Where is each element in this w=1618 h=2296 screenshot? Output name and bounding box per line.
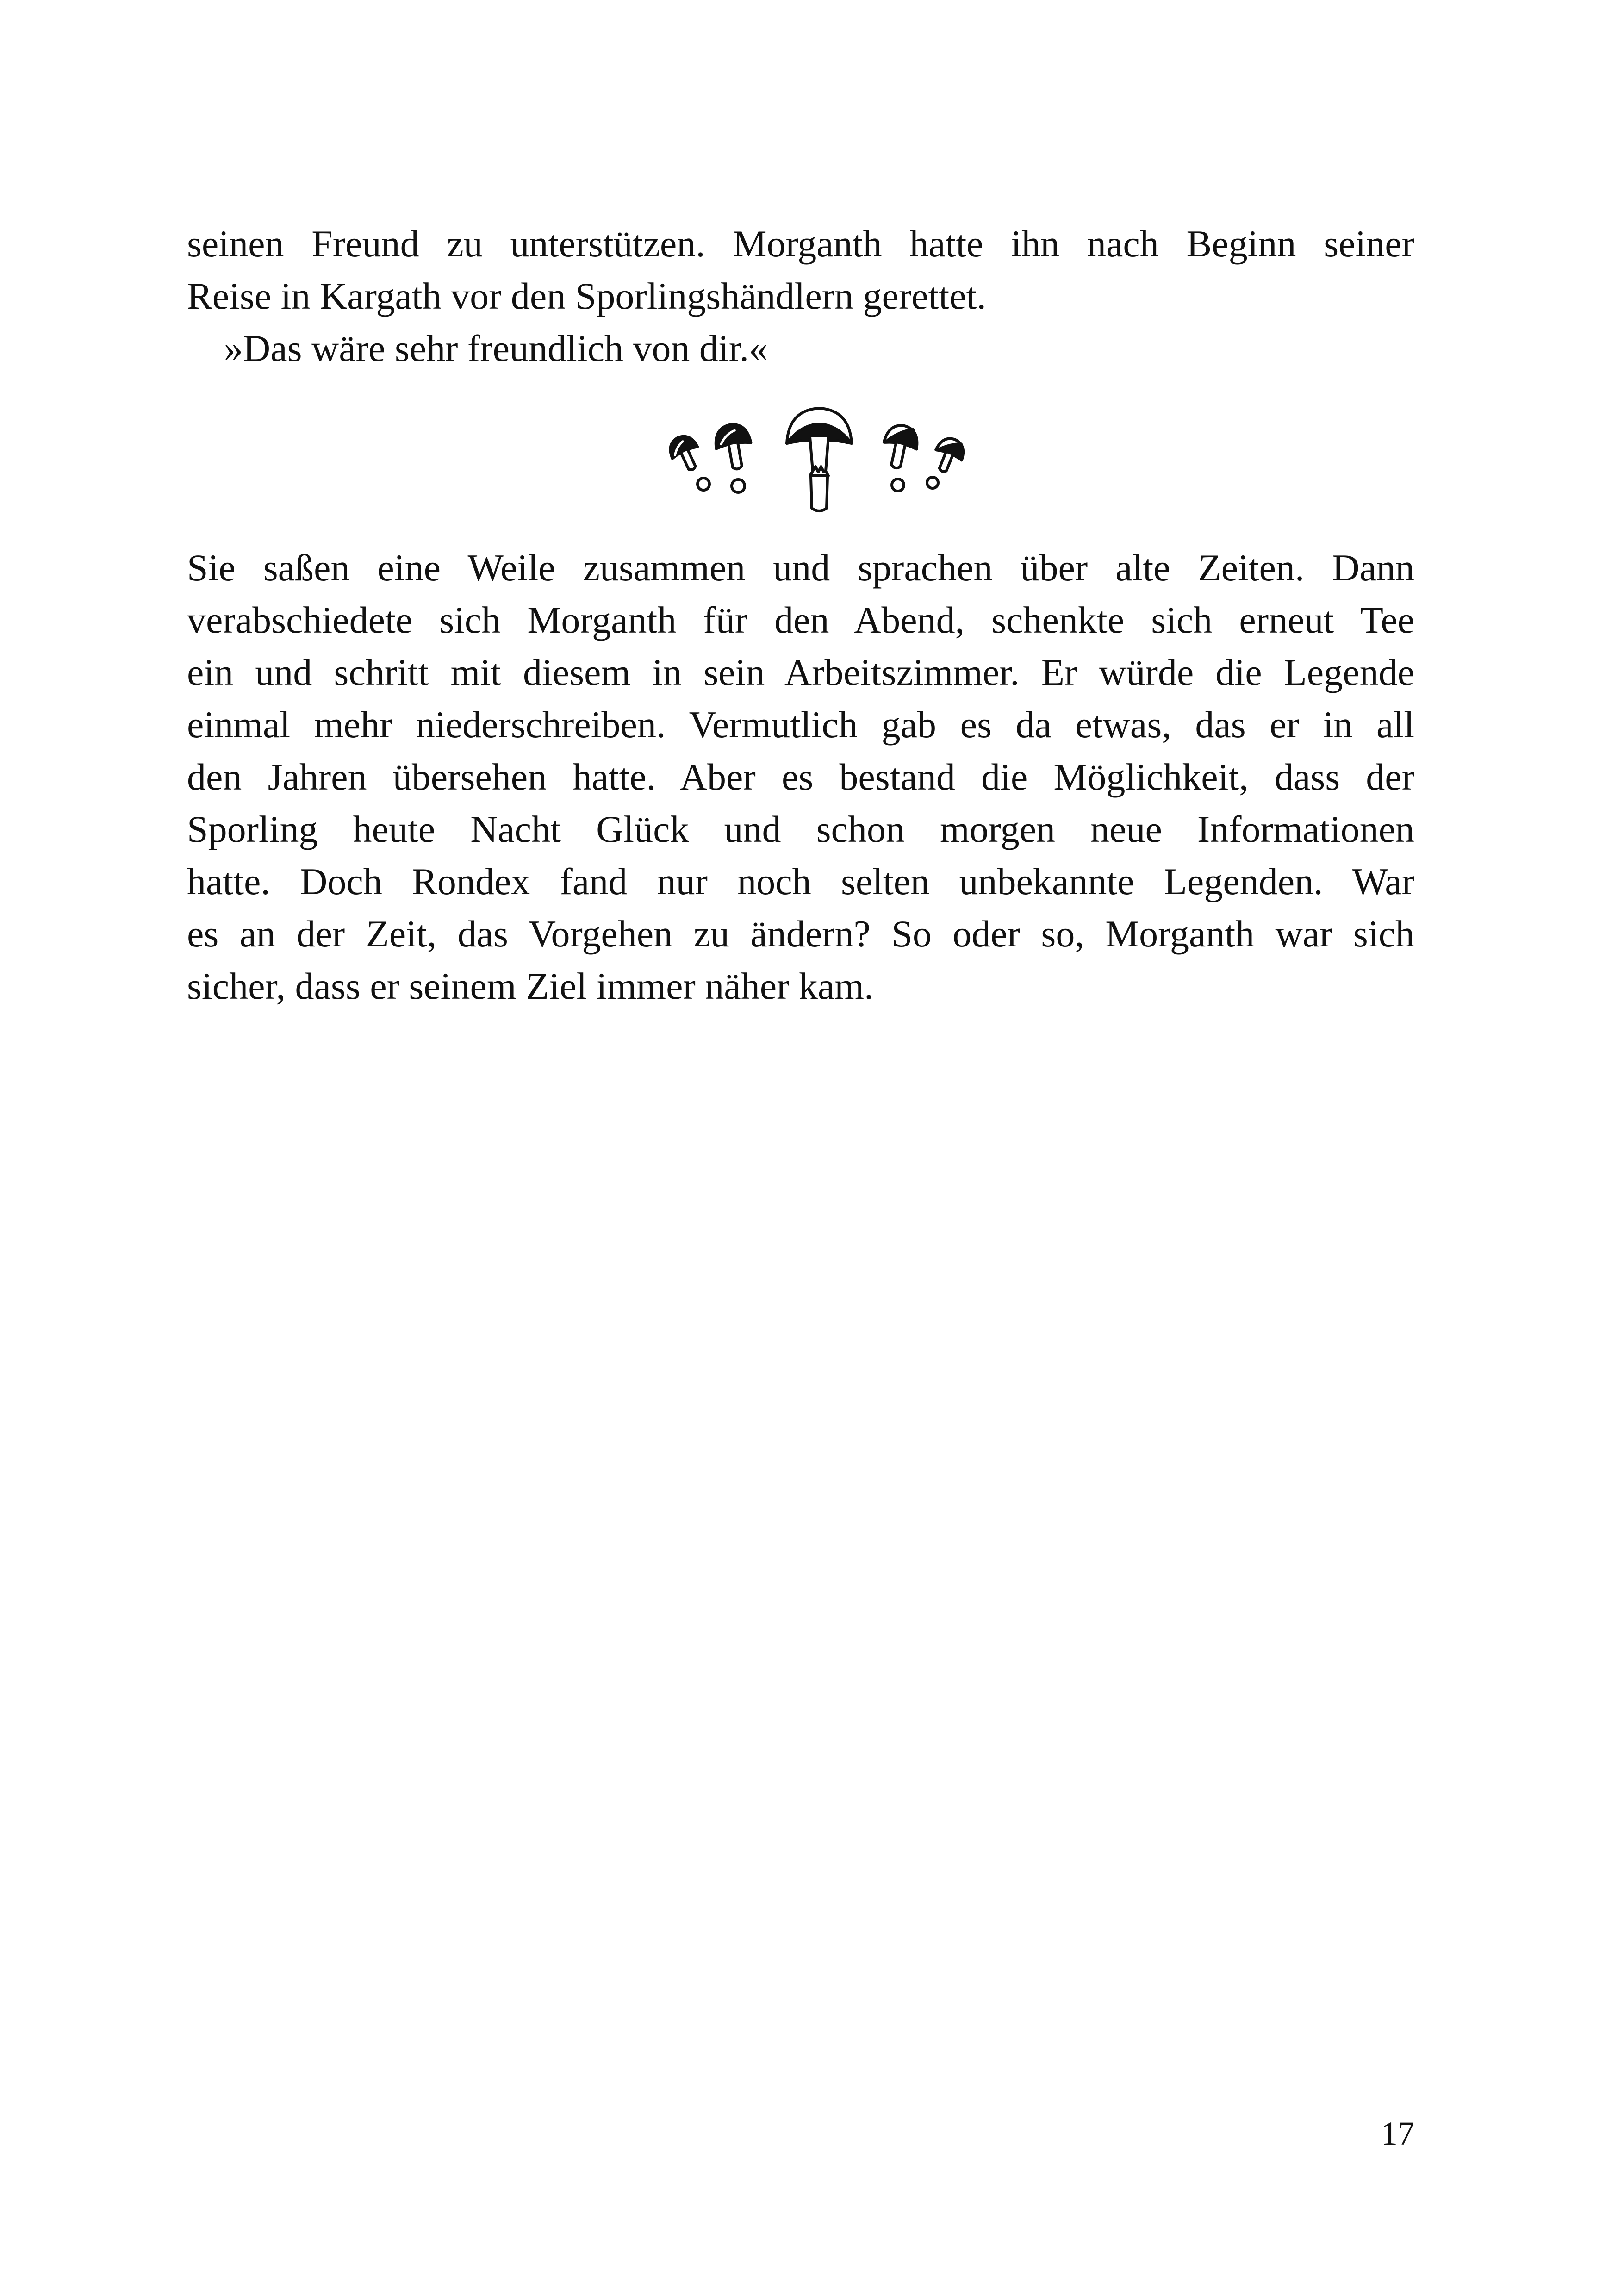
text-line: es an der Zeit, das Vorgehen zu ändern? So oder so, Morganth war sich bbox=[187, 913, 1414, 955]
text-line: seinen Freund zu unterstützen. Morganth hatte ihn nach Beginn seiner bbox=[187, 223, 1414, 265]
text-line: Sie saßen eine Weile zusammen und sprachen über alte Zeiten. Dann bbox=[187, 547, 1414, 589]
text-line: einmal mehr niederschreiben. Vermutlich gab es da etwas, das er in all bbox=[187, 703, 1414, 746]
page-number: 17 bbox=[1381, 2115, 1414, 2152]
text-line: hatte. Doch Rondex fand nur noch selten unbekannte Legenden. War bbox=[187, 860, 1414, 902]
text-line: Sporling heute Nacht Glück und schon morgen neue Informationen bbox=[187, 808, 1414, 850]
text-line: verabschiedete sich Morganth für den Abend, schenkte sich erneut Tee bbox=[187, 599, 1414, 641]
text-line: Reise in Kargath vor den Sporlingshändlern gerettet. bbox=[187, 275, 986, 317]
dialogue-line: »Das wäre sehr freundlich von dir.« bbox=[224, 327, 768, 369]
text-line: ein und schritt mit diesem in sein Arbeitszimmer. Er würde die Legende bbox=[187, 651, 1414, 693]
text-line: sicher, dass er seinem Ziel immer näher kam. bbox=[187, 965, 874, 1007]
text-line: den Jahren übersehen hatte. Aber es bestand die Möglichkeit, dass der bbox=[187, 756, 1414, 798]
paragraph bbox=[187, 541, 1414, 1012]
paragraph-continuation bbox=[187, 218, 1414, 374]
mushroom-ornament-icon bbox=[657, 402, 981, 531]
